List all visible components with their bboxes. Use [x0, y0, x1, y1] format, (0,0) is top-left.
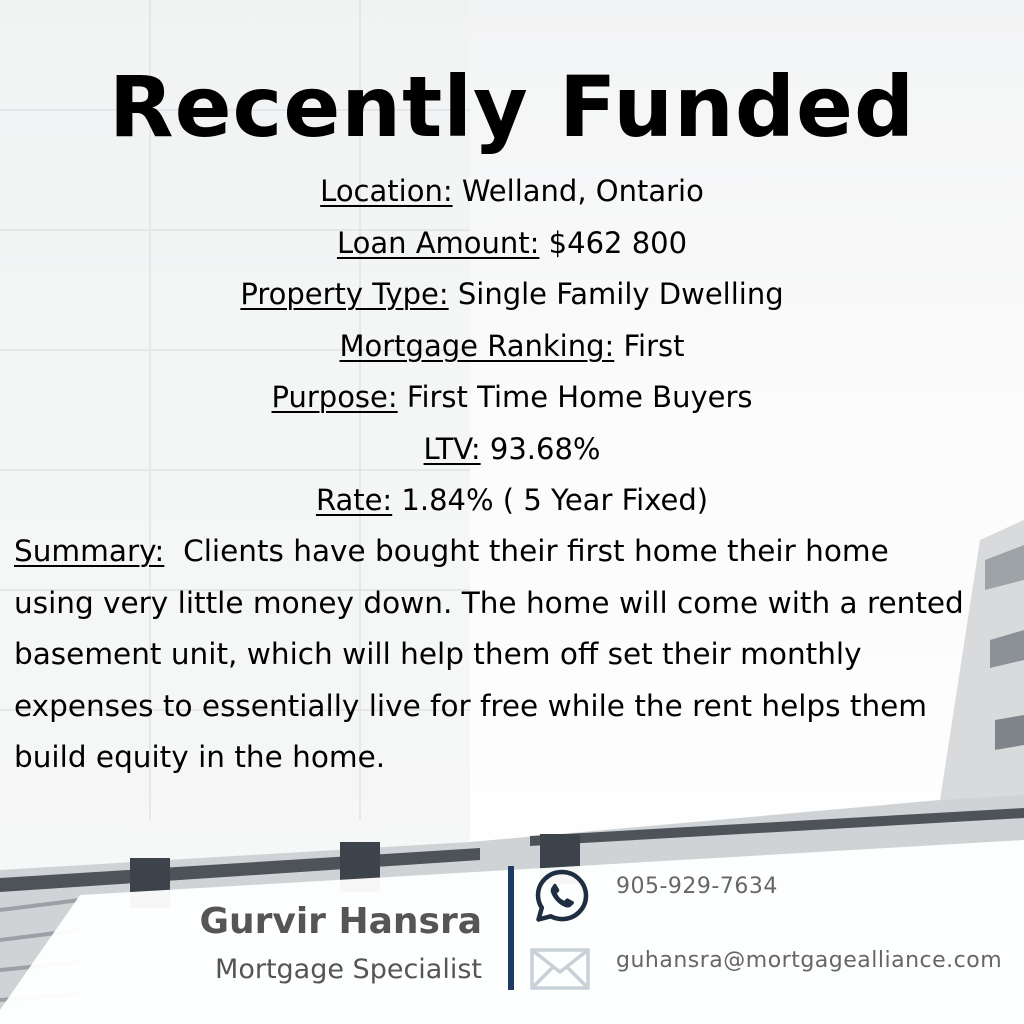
loan-details	[0, 166, 1024, 527]
detail-label: Location:	[320, 174, 453, 208]
summary-label: Summary:	[14, 534, 165, 568]
detail-mortgage-ranking	[0, 321, 1024, 373]
detail-label: Loan Amount:	[336, 225, 540, 260]
detail-label: Mortgage Ranking:	[339, 328, 615, 363]
headline-title: Recently Funded	[108, 58, 916, 156]
detail-value: 93.68%	[480, 431, 601, 466]
detail-value: First Time Home Buyers	[397, 380, 753, 414]
detail-label: LTV:	[423, 431, 481, 466]
summary-text: Clients have bought their first home their home using very little money down. The home will come with a rented basement unit, which will help them off set their monthly expenses to essentially live for free while the rent helps them build equity in the home.	[14, 534, 974, 774]
detail-value: $462 800	[539, 225, 688, 260]
agent-name: Gurvir Hansra	[199, 901, 482, 942]
email-address[interactable]: guhansra@mortgagealliance.com	[616, 948, 1003, 973]
detail-value: Welland, Ontario	[452, 174, 704, 208]
detail-label: Rate:	[315, 483, 393, 517]
summary-paragraph	[14, 526, 974, 784]
detail-label: Property Type:	[240, 277, 449, 311]
phone-number[interactable]: 905-929-7634	[616, 874, 778, 899]
detail-purpose	[0, 372, 1024, 424]
detail-location	[0, 166, 1024, 218]
detail-rate	[0, 475, 1024, 527]
detail-value: Single Family Dwelling	[448, 277, 784, 311]
detail-value: First	[614, 328, 685, 363]
whatsapp-icon	[534, 868, 590, 924]
detail-property-type	[0, 269, 1024, 321]
detail-label: Purpose:	[271, 380, 398, 414]
detail-ltv	[0, 424, 1024, 476]
detail-loan-amount	[0, 218, 1024, 270]
detail-value: 1.84% ( 5 Year Fixed)	[392, 483, 709, 517]
mail-icon	[530, 948, 590, 990]
agent-title: Mortgage Specialist	[215, 954, 482, 985]
contact-divider	[508, 866, 514, 990]
